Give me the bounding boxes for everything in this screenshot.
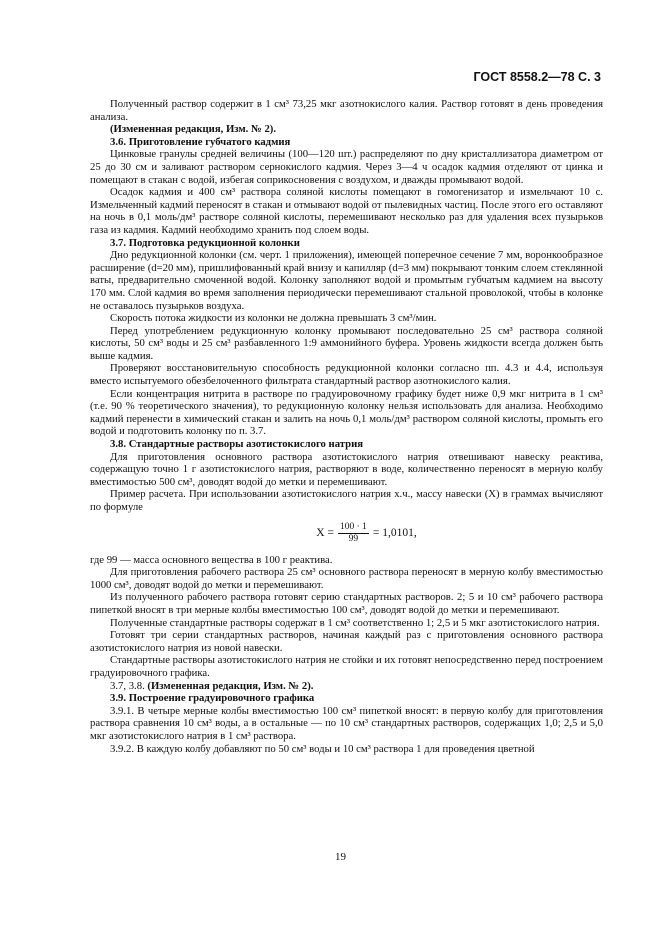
paragraph: 3.9.2. В каждую колбу добавляют по 50 см³ воды и 10 см³ раствора 1 для проведения цветной	[110, 742, 535, 755]
amendment-sections: 3.7, 3.8.	[110, 679, 145, 692]
paragraph: Стандартные растворы азотистокислого натрия не стойки и их готовят непосредственно перед построением градуировочного графика.	[90, 654, 603, 679]
formula-fraction	[338, 522, 369, 545]
paragraph: Цинковые гранулы средней величины (100—120 шт.) распределяют по дну кристаллизатора диаметром от 25 до 30 см и заливают раствором сернокислого кадмия. Через 3—4 ч осадок кадмия отделяют от цинка и помещают в стакан с водой, избегая соприкосновения с воздухом, и дважды промывают водой.	[90, 148, 603, 186]
paragraph: Полученные стандартные растворы содержат в 1 см³ соответственно 1; 2,5 и 5 мкг азотистокислого натрия.	[110, 616, 600, 629]
paragraph: Для приготовления рабочего раствора 25 см³ основного раствора переносят в мерную колбу вместимостью 1000 см³, доводят водой до метки и перемешивают.	[90, 566, 603, 591]
section-heading: 3.9. Построение градуировочного графика	[110, 692, 315, 705]
formula-rhs: = 1,0101,	[372, 527, 417, 540]
formula-numerator: 100 · 1	[339, 522, 367, 533]
paragraph: 3.9.1. В четыре мерные колбы вместимостью 100 см³ пипеткой вносят: в первую колбу для приготовления раствора сравнения 10 см³ воды, а в остальные — по 10 см³ стандартных растворов, содержащих 1,0; 2,5 и 5,0 мкг азотистокислого натрия в 1 см³ раствора.	[90, 704, 603, 742]
amendment-note: (Измененная редакция, Изм. № 2).	[110, 123, 277, 136]
paragraph: Готовят три серии стандартных растворов, начиная каждый раз с приготовления основного раствора азотистокислого натрия из новой навески.	[90, 629, 603, 654]
paragraph: Пример расчета. При использовании азотистокислого натрия х.ч., массу навески (X) в граммах вычисляют по формуле	[90, 488, 603, 513]
section-heading: 3.6. Приготовление губчатого кадмия	[110, 135, 291, 148]
paragraph: Осадок кадмия и 400 см³ раствора соляной кислоты помещают в гомогенизатор и измельчают 10 с. Измельченный кадмий переносят в стакан и отмывают водой от пылевидных частиц. После этого его оставляют на ночь в 0,1 моль/дм³ растворе соляной кислоты, перемешивают несколько раз для удаления всех пузырьков газа из кадмия. Кадмий необходимо хранить под слоем воды.	[90, 186, 603, 236]
paragraph: Полученный раствор содержит в 1 см³ 73,25 мкг азотнокислого калия. Раствор готовят в день проведения анализа.	[90, 98, 603, 123]
amendment-label: (Измененная редакция, Изм. № 2).	[147, 679, 314, 692]
paragraph: Перед употреблением редукционную колонку промывают последовательно 25 см³ раствора соляной кислоты, 50 см³ воды и 25 см³ разбавленного 1:9 аммонийного буфера. Уровень жидкости всегда должен быть выше кадмия.	[90, 324, 603, 362]
paragraph: Скорость потока жидкости из колонки не должна превышать 3 см³/мин.	[110, 312, 437, 325]
page-number: 19	[335, 851, 346, 863]
paragraph: Для приготовления основного раствора азотистокислого натрия отвешивают навеску реактива, содержащую точно 1 г азотистокислого натрия, растворяют в воде, количественно переносят в мерную колбу вместимостью 500 см³, доводят водой до метки и перемешивают.	[90, 450, 603, 488]
amendment-note	[90, 680, 603, 693]
section-heading: 3.8. Стандартные растворы азотистокислого натрия	[110, 438, 364, 451]
formula	[90, 517, 603, 551]
section-heading: 3.7. Подготовка редукционной колонки	[110, 236, 300, 249]
page-header: ГОСТ 8558.2—78 С. 3	[473, 70, 601, 84]
formula-lhs: X =	[316, 527, 334, 540]
paragraph: Из полученного рабочего раствора готовят серию стандартных растворов. 2; 5 и 10 см³ рабочего раствора пипеткой вносят в три мерные колбы вместимостью 100 см³, доводят водой до метки и перемешивают.	[90, 591, 603, 616]
paragraph: Если концентрация нитрита в растворе по градуировочному графику будет ниже 0,9 мкг нитрита в 1 см³ (т.е. 90 % теоретического значения), то редукционную колонку нельзя использовать для анализа. Необходимо кадмий перенести в химический стакан и залить на ночь 0,1 моль/дм³ раствором соляной кислоты, промыть его водой и подготовить колонку по п. 3.7.	[90, 387, 603, 438]
paragraph: Дно редукционной колонки (см. черт. 1 приложения), имеющей поперечное сечение 7 мм, воронкообразное расширение (d=20 мм), пришлифованный край внизу и капилляр (d=3 мм) покрывают тонким слоем стеклянной ваты, предварительно смоченной водой. Колонку заполняют водой и промытым губчатым кадмием на высоту 170 мм. Слой кадмия во время заполнения периодически перемешивают стальной проволокой, чтобы в колонке не оставалось пузырьков воздуха.	[90, 249, 603, 312]
paragraph: Проверяют восстановительную способность редукционной колонки согласно пп. 4.3 и 4.4, используя вместо испытуемого обезбелоченного фильтрата стандартный раствор азотнокислого калия.	[90, 362, 603, 388]
document-body	[90, 98, 603, 755]
formula-explanation: где 99 — масса основного вещества в 100 г реактива.	[90, 553, 333, 566]
formula-denominator: 99	[348, 534, 359, 545]
